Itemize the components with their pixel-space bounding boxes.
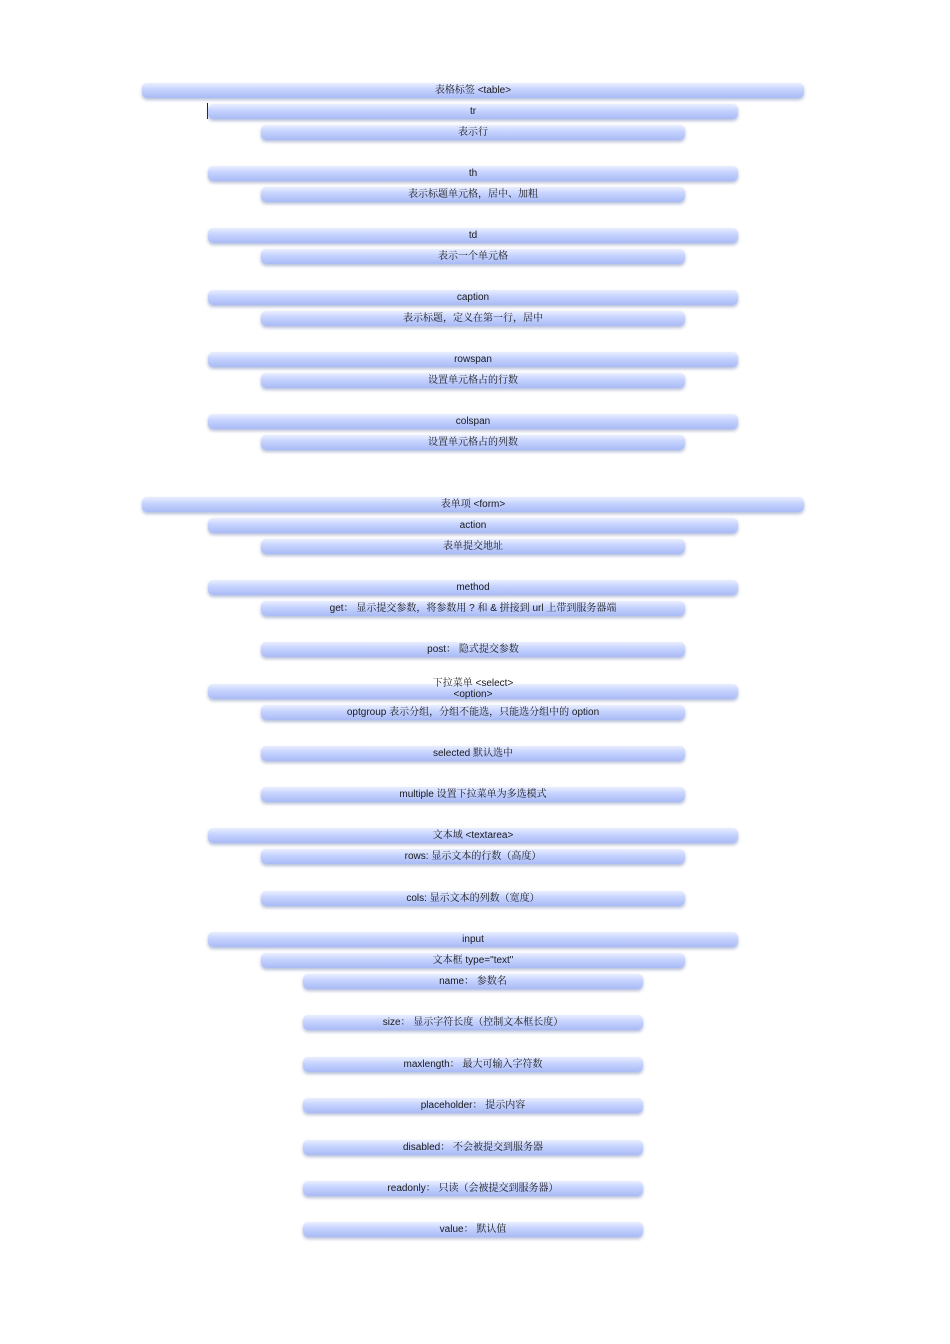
node-select [208,677,738,700]
node-input-disabled: disabled： 不会被提交到服务器 [303,1140,643,1155]
node-td: td [208,228,738,243]
node-tr-desc: 表示行 [261,125,685,140]
node-input-readonly: readonly： 只读（会被提交到服务器） [303,1181,643,1196]
table-title: 表格标签 <table> [142,83,804,98]
node-tr: tr [208,104,738,119]
node-rowspan: rowspan [208,352,738,367]
node-method: method [208,580,738,595]
node-textarea: 文本域 <textarea> [208,828,738,843]
node-th: th [208,166,738,181]
node-rowspan-desc: 设置单元格占的行数 [261,373,685,388]
node-input: input [208,932,738,947]
node-input-placeholder: placeholder： 提示内容 [303,1098,643,1113]
node-method-post: post： 隐式提交参数 [261,642,685,657]
node-th-desc: 表示标题单元格，居中、加粗 [261,187,685,202]
node-action-desc: 表单提交地址 [261,539,685,554]
node-select-label: 下拉菜单 <select> <option> [432,677,514,700]
node-method-get: get： 显示提交参数，将参数用 ? 和 & 拼接到 url 上带到服务器端 [261,601,685,616]
node-input-value: value： 默认值 [303,1222,643,1237]
form-title: 表单项 <form> [142,497,804,512]
node-input-size: size： 显示字符长度（控制文本框长度） [303,1015,643,1030]
node-caption: caption [208,290,738,305]
node-textarea-rows: rows: 显示文本的行数（高度） [261,849,685,864]
node-textarea-cols: cols: 显示文本的列数（宽度） [261,891,685,906]
node-select-selected: selected 默认选中 [261,746,685,761]
node-input-name: name： 参数名 [303,974,643,989]
node-input-text-type: 文本框 type="text" [261,953,685,968]
node-action: action [208,518,738,533]
node-td-desc: 表示一个单元格 [261,249,685,264]
node-select-multiple: multiple 设置下拉菜单为多选模式 [261,787,685,802]
node-colspan-desc: 设置单元格占的列数 [261,435,685,450]
node-caption-desc: 表示标题，定义在第一行，居中 [261,311,685,326]
node-select-optgroup: optgroup 表示分组，分组不能选，只能选分组中的 option [261,705,685,720]
node-colspan: colspan [208,414,738,429]
node-input-maxlength: maxlength： 最大可输入字符数 [303,1057,643,1072]
